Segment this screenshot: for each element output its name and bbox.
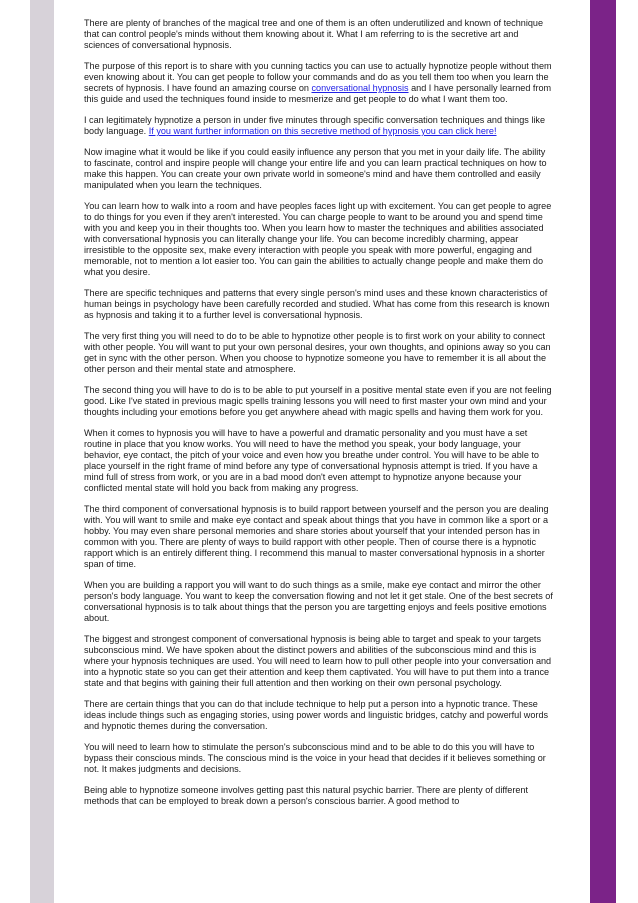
paragraph-13: There are certain things that you can do that include technique to help put a person into a hypnotic trance. These ideas include things such as engaging stories, using power words and linguistic bridges, catchy and powerful words and hypnotic themes during the conversation. — [84, 699, 549, 731]
paragraph-10: The third component of conversational hypnosis is to build rapport between yourself and the person you are dealing with. You will want to smile and make eye contact and speak about things that you have in common like a sport or a hobby. You may even share personal memories and share stories about yourself that your intended person has in common with you. There are plenty of ways to build rapport with other people. Then of course there is a hypnotic rapport which is an entirely different thing. I recommend this manual to master conversational hypnosis in a shorter span of time. — [84, 504, 549, 569]
paragraph-3-text: I can legitimately hypnotize a person in under five minutes through specific conversation techniques and things like body language. — [84, 115, 546, 136]
paragraph-14: You will need to learn how to stimulate the person's subconscious mind and to be able to do this you will have to bypass their conscious minds. The conscious mind is the voice in your head that decides if it believes something or not. It makes judgments and decisions. — [84, 742, 546, 774]
paragraph-2 — [84, 61, 554, 105]
right-border-bar — [590, 0, 616, 903]
paragraph-9: When it comes to hypnosis you will have to have a powerful and dramatic personality and you must have a set routine in place that you know works. You will need to have the method you speak, your body language, your behavior, eye contact, the pitch of your voice and even how you breathe under control. You will have to be able to place yourself in the right frame of mind before any type of conversational hypnosis attempt is tried. If you have a mind full of stress from work, or you are in a bad mood don't even attempt to hypnotize anyone because your conflicted mental state will hold you back from making any progress. — [84, 428, 539, 493]
paragraph-8: The second thing you will have to do is to be able to put yourself in a positive mental state even if you are not feeling good. Like I've stated in previous magic spells training lessons you will need to first master your own mind and your thoughts including your emotions before you get anywhere ahead with magic spells and having them work for you. — [84, 385, 552, 417]
paragraph-2-text: The purpose of this report is to share with you cunning tactics you can use to actually hypnotize people without them even knowing about it. You can get people to follow your commands and do as you tell them too when you learn the secrets of hypnosis. I have found an amazing course on — [84, 61, 552, 93]
paragraph-7: The very first thing you will need to do to be able to hypnotize other people is to first work on your ability to connect with other people. You will want to put your own personal desires, your own thoughts, and opinions away so you can get in sync with the other person. When you choose to hypnotize someone you have to remember it is all about the other person and their mental state and atmosphere. — [84, 331, 551, 374]
paragraph-3 — [84, 115, 554, 137]
paragraph-11: When you are building a rapport you will want to do such things as a smile, make eye contact and mirror the other person's body language. You want to keep the conversation flowing and not let it get stale. One of the best secrets of conversational hypnosis is to talk about things that the person you are targetting enjoys and feels positive emotions about. — [84, 580, 553, 623]
paragraph-12: The biggest and strongest component of conversational hypnosis is being able to target and speak to your targets subconscious mind. We have spoken about the distinct powers and abilities of the subconscious mind and this is where your hypnosis techniques are used. You will need to learn how to pull other people into your conversation and into a hypnotic state so you can get their attention and keep them captivated. You will have to put them into a trance state and that begins with gaining their full attention and then working on their own personal psychology. — [84, 634, 552, 688]
left-border-bar — [30, 0, 54, 903]
conversational-hypnosis-link[interactable]: conversational hypnosis — [311, 83, 409, 93]
document-page — [84, 18, 554, 886]
paragraph-4: Now imagine what it would be like if you could easily influence any person that you met in your daily life. The ability to fascinate, control and inspire people will change your entire life and you can learn practical techniques on how to make this happen. You can create your own private world in someone's mind and have them controlled and easily manipulated when you learn the techniques. — [84, 147, 547, 190]
paragraph-1: There are plenty of branches of the magical tree and one of them is an often underutilized and known of technique that can control people's minds without them knowing about it. What I am referring to is the secretive art and sciences of conversational hypnosis. — [84, 18, 544, 50]
paragraph-2-text-after: and I have personally learned from this guide and used the techniques found inside to mesmerize and get people to do what I want them too. — [84, 83, 552, 104]
paragraph-15: Being able to hypnotize someone involves getting past this natural psychic barrier. There are plenty of different methods that can be employed to break down a person's conscious barrier. A good method to — [84, 785, 529, 806]
paragraph-6: There are specific techniques and patterns that every single person's mind uses and these known characteristics of human beings in psychology have been carefully recorded and studied. What has come from this research is known as hypnosis and taking it to a further level is conversational hypnosis. — [84, 288, 550, 320]
click-here-link[interactable]: If you want further information on this secretive method of hypnosis you can click here! — [148, 126, 497, 136]
paragraph-5: You can learn how to walk into a room and have peoples faces light up with excitement. You can get people to agree to do things for you even if they aren't interested. You can charge people to want to be around you and spend time with you and keep you in their thoughts too. When you learn how to master the techniques and abilities associated with conversational hypnosis you can literally change your life. You can become incredibly charming, appear irresistible to the opposite sex, make every interaction with people you speak with more powerful, engaging and memorable, not to mention a lot easier too. You can gain the abilities to actually change people and make them do what you desire. — [84, 201, 552, 277]
